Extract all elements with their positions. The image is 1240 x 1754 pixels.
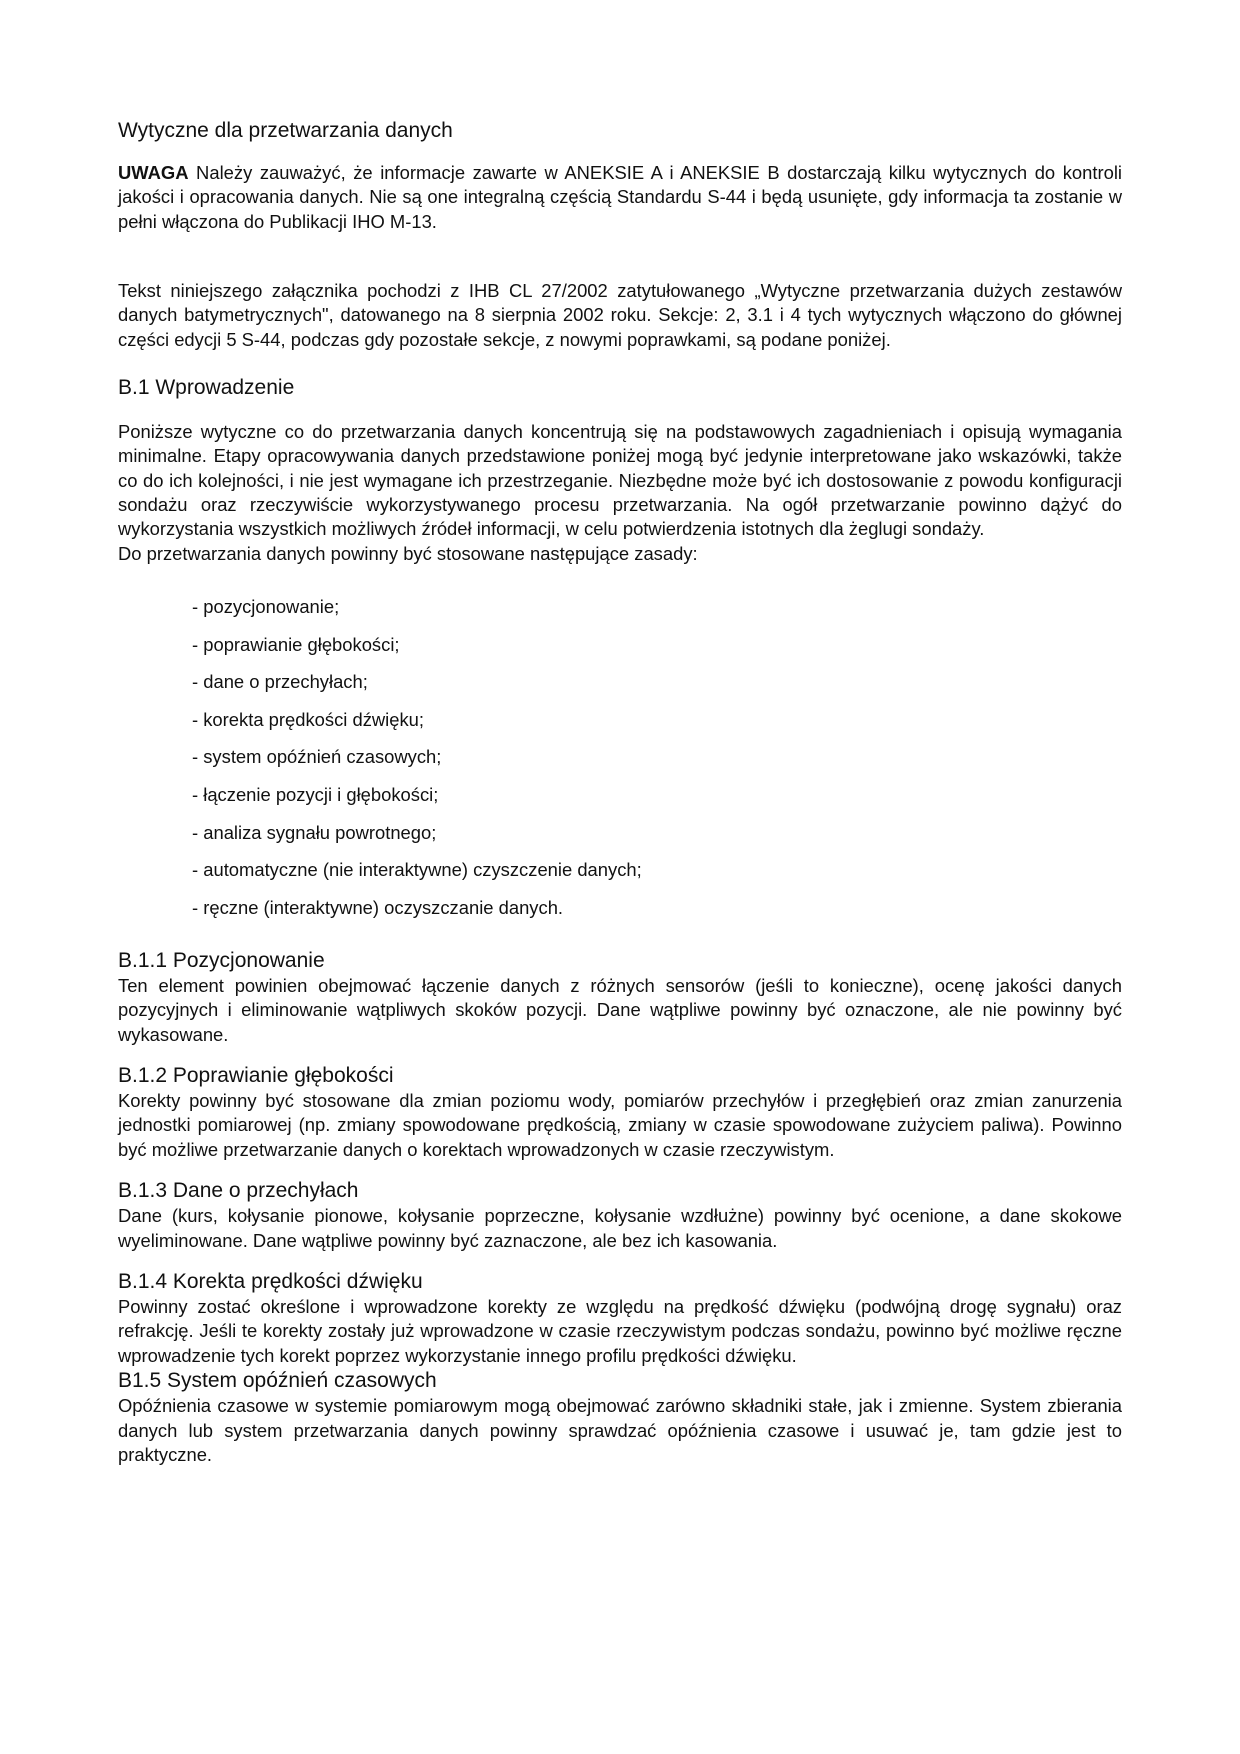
section-heading-b15: B1.5 System opóźnień czasowych [118,1368,437,1392]
section-heading-b14: B.1.4 Korekta prędkości dźwięku [118,1269,423,1293]
note-text: Należy zauważyć, że informacje zawarte w ANEKSIE A i ANEKSIE B dostarczają kilku wytycznych do kontroli jakości i opracowania danych. Nie są one integralną częścią Standardu S-44 i będą usunięte, gdy informacja ta zostanie w pełni włączona do Publikacji IHO M-13. [118,162,1122,232]
section-heading-b1: B.1 Wprowadzenie [118,375,295,399]
list-item: - ręczne (interaktywne) oczyszczanie danych. [192,896,564,918]
b1-paragraph: Poniższe wytyczne co do przetwarzania danych koncentrują się na podstawowych zagadnieniach i opisują wymagania minimalne. Etapy opracowywania danych przedstawione poniżej mogą być jedynie interpretowane jako wskazówki, także co do ich kolejności, i nie jest wymagane ich przestrzeganie. Niezbędne może być ich dostosowanie z powodu konfiguracji sondażu oraz rzeczywiście wykorzystywanego procesu przetwarzania. Na ogół przetwarzanie powinno dążyć do wykorzystania wszystkich możliwych źródeł informacji, w celu potwierdzenia istotnych dla żeglugi sondaży. [118,421,1122,540]
section-heading-b11: B.1.1 Pozycjonowanie [118,948,325,972]
b11-paragraph: Ten element powinien obejmować łączenie danych z różnych sensorów (jeśli to konieczne), ocenę jakości danych pozycyjnych i eliminowanie wątpliwych skoków pozycji. Dane wątpliwe powinny być oznaczone, ale nie powinny być wykasowane. [118,974,1122,1045]
list-item: - system opóźnień czasowych; [192,746,442,768]
list-item: - automatyczne (nie interaktywne) czyszczenie danych; [192,859,642,881]
b1-list-intro: Do przetwarzania danych powinny być stosowane następujące zasady: [118,542,698,564]
list-item: - poprawianie głębokości; [192,633,400,655]
note-label: UWAGA [118,162,189,184]
b12-paragraph: Korekty powinny być stosowane dla zmian poziomu wody, pomiarów przechyłów i przegłębień oraz zmian zanurzenia jednostki pomiarowej (np. zmiany spowodowane prędkością, zmiany w czasie spowodowane zużyciem paliwa). Powinno być możliwe przetwarzanie danych o korektach wprowadzonych w czasie rzeczywistym. [118,1090,1122,1160]
b14-paragraph: Powinny zostać określone i wprowadzone korekty ze względu na prędkość dźwięku (podwójną drogę sygnału) oraz refrakcję. Jeśli te korekty zostały już wprowadzone w czasie rzeczywistym podczas sondażu, powinno być możliwe ręczne wprowadzenie tych korekt poprzez wykorzystanie innego profilu prędkości dźwięku. [118,1296,1122,1366]
intro-paragraph: Tekst niniejszego załącznika pochodzi z IHB CL 27/2002 zatytułowanego „Wytyczne przetwarzania dużych zestawów danych batymetrycznych", datowanego na 8 sierpnia 2002 roku. Sekcje: 2, 3.1 i 4 tych wytycznych włączono do głównej części edycji 5 S-44, podczas gdy pozostałe sekcje, z nowymi poprawkami, są podane poniżej. [118,280,1122,350]
list-item: - analiza sygnału powrotnego; [192,821,437,843]
section-heading-b12: B.1.2 Poprawianie głębokości [118,1063,394,1087]
section-heading-b13: B.1.3 Dane o przechyłach [118,1178,359,1202]
list-item: - pozycjonowanie; [192,595,340,617]
list-item: - łączenie pozycji i głębokości; [192,783,439,805]
note-paragraph [118,161,1122,234]
b15-paragraph: Opóźnienia czasowe w systemie pomiarowym mogą obejmować zarówno składniki stałe, jak i zmienne. System zbierania danych lub system przetwarzania danych powinny sprawdzać opóźnienia czasowe i usuwać je, tam gdzie jest to praktyczne. [118,1395,1122,1465]
processing-steps-list [118,595,1122,920]
b13-paragraph: Dane (kurs, kołysanie pionowe, kołysanie poprzeczne, kołysanie wzdłużne) powinny być ocenione, a dane skokowe wyeliminowane. Dane wątpliwe powinny być zaznaczone, ale bez ich kasowania. [118,1205,1122,1251]
document-title: Wytyczne dla przetwarzania danych [118,119,453,142]
list-item: - dane o przechyłach; [192,671,368,693]
document-page [118,112,1122,1467]
list-item: - korekta prędkości dźwięku; [192,708,425,730]
